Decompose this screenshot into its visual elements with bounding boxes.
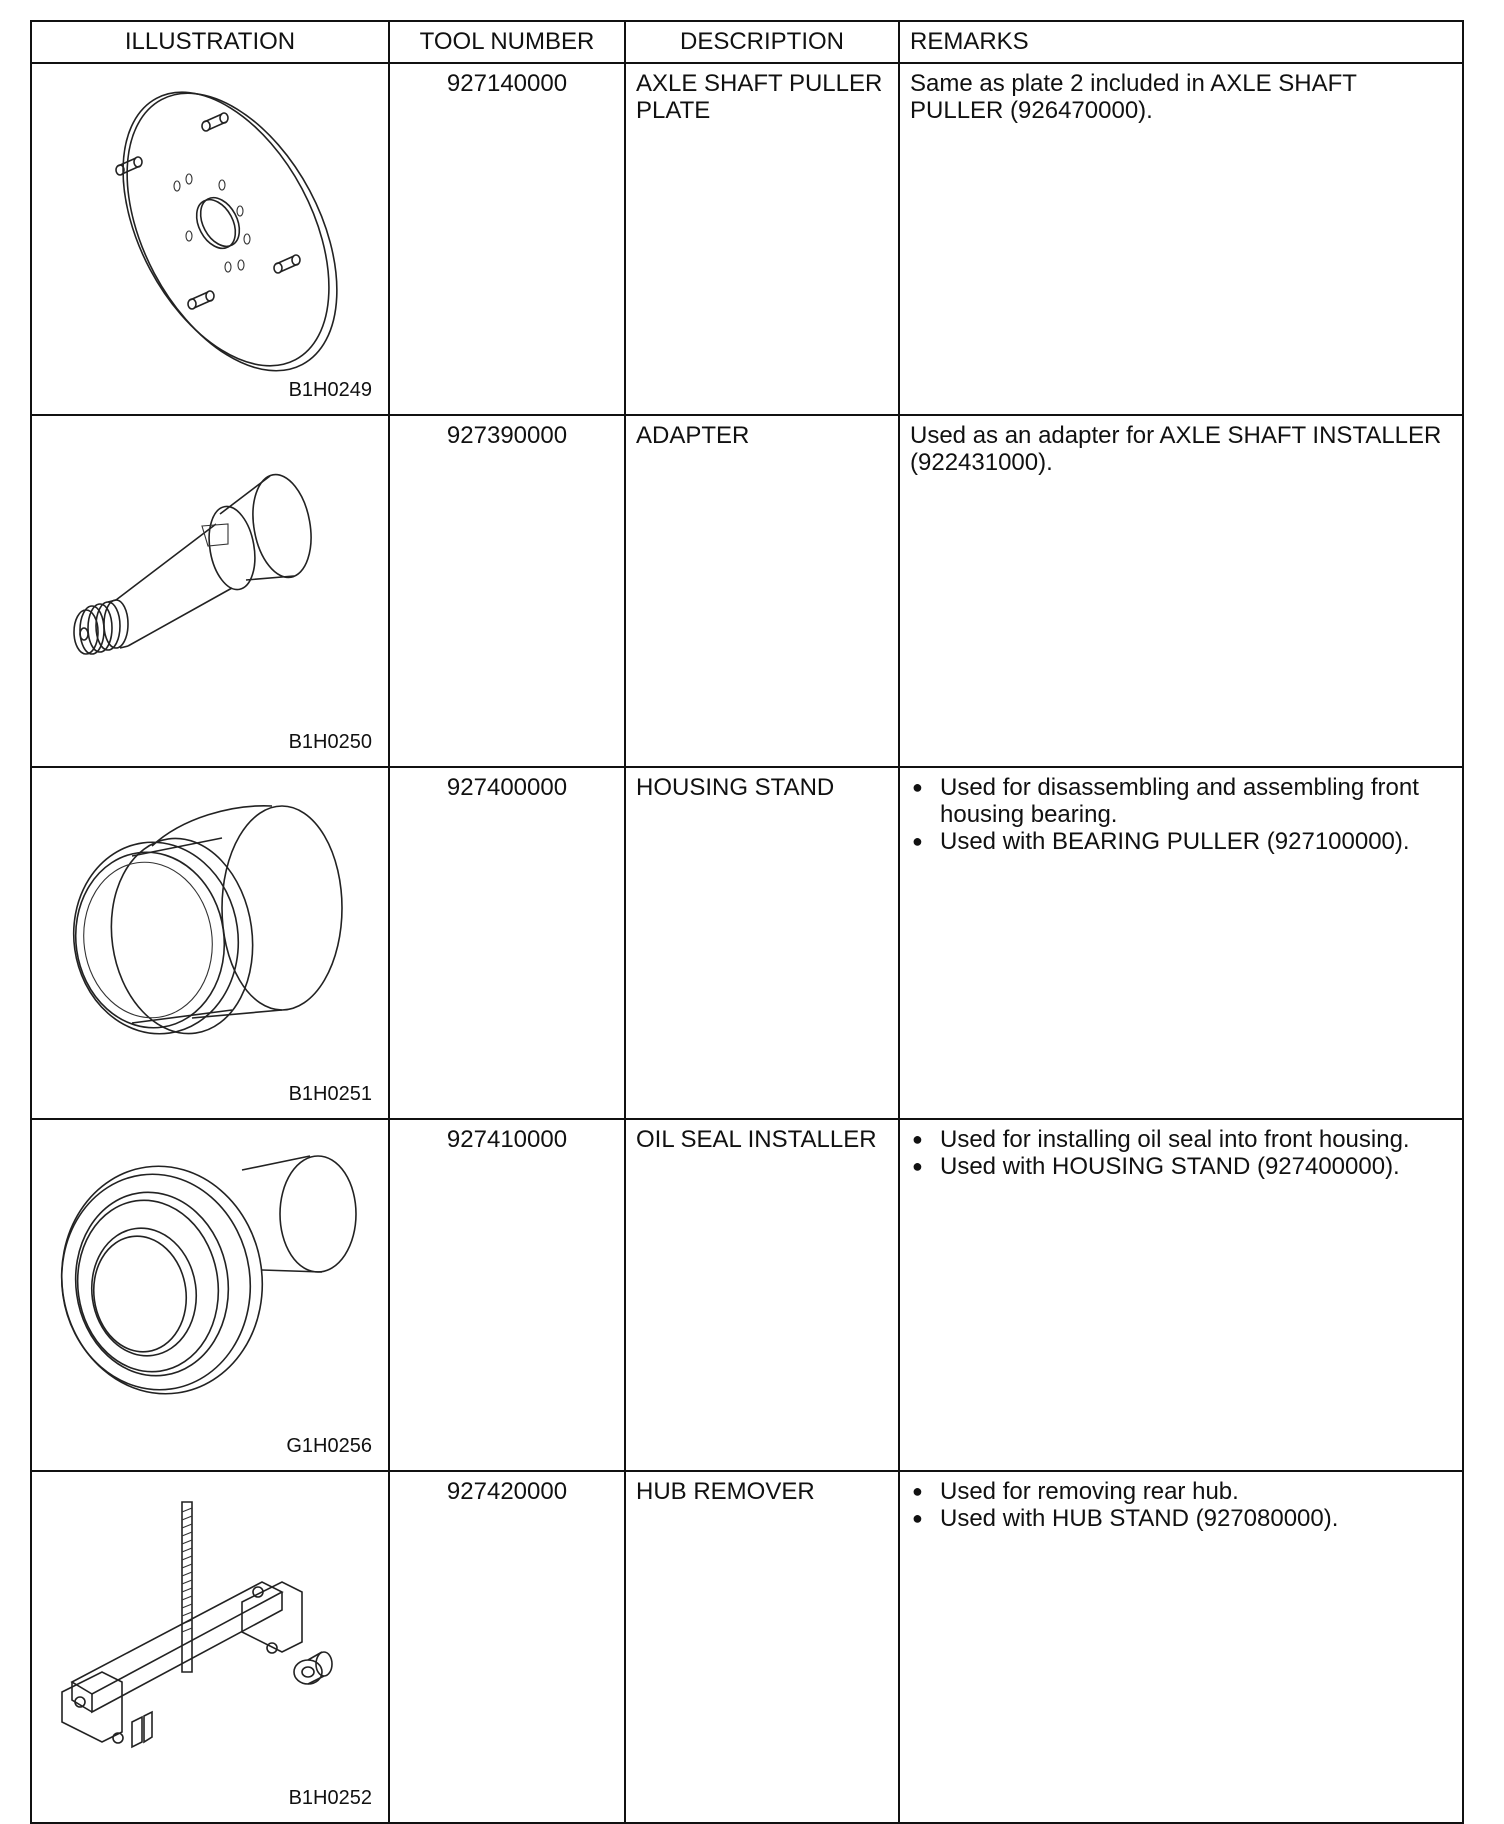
tool-number-cell: 927420000 — [389, 1471, 625, 1823]
oil-seal-installer-icon — [32, 1120, 388, 1456]
remarks-cell — [899, 1471, 1463, 1823]
illustration-cell — [31, 767, 389, 1119]
illustration-code: G1H0256 — [286, 1435, 372, 1457]
table-row — [31, 63, 1463, 415]
description-cell: HUB REMOVER — [625, 1471, 899, 1823]
adapter-icon — [32, 416, 388, 752]
remark-item: ● Used with HOUSING STAND (927400000). — [910, 1153, 1452, 1180]
puller-plate-icon — [32, 64, 388, 400]
tool-number-cell: 927140000 — [389, 63, 625, 415]
hub-remover-icon — [32, 1472, 388, 1808]
remark-item: ● Used for disassembling and assembling front housing bearing. — [910, 774, 1452, 828]
table-row — [31, 415, 1463, 767]
illustration-cell — [31, 1471, 389, 1823]
remark-list — [910, 1126, 1452, 1180]
header-tool-number: TOOL NUMBER — [389, 21, 625, 63]
description-cell: OIL SEAL INSTALLER — [625, 1119, 899, 1471]
illustration-code: B1H0249 — [288, 379, 372, 401]
remarks-cell — [899, 1119, 1463, 1471]
header-remarks: REMARKS — [899, 21, 1463, 63]
description-cell: AXLE SHAFT PULLER PLATE — [625, 63, 899, 415]
remark-item: ● Used with BEARING PULLER (927100000). — [910, 828, 1452, 855]
housing-stand-icon — [32, 768, 388, 1104]
illustration-code: B1H0252 — [288, 1787, 372, 1809]
description-cell: ADAPTER — [625, 415, 899, 767]
remarks-cell — [899, 767, 1463, 1119]
remark-item: ● Used with HUB STAND (927080000). — [910, 1505, 1452, 1532]
table-row — [31, 767, 1463, 1119]
table-row — [31, 1471, 1463, 1823]
remark-text: Same as plate 2 included in AXLE SHAFT PULLER (926470000). — [910, 70, 1357, 124]
remarks-cell — [899, 63, 1463, 415]
special-tools-table — [30, 20, 1464, 1824]
illustration-cell — [31, 415, 389, 767]
table-row — [31, 1119, 1463, 1471]
remarks-cell — [899, 415, 1463, 767]
header-description: DESCRIPTION — [625, 21, 899, 63]
remark-item: ● Used for removing rear hub. — [910, 1478, 1452, 1505]
remark-list — [910, 774, 1452, 855]
remark-list — [910, 1478, 1452, 1532]
tool-number-cell: 927410000 — [389, 1119, 625, 1471]
illustration-cell — [31, 63, 389, 415]
header-illustration: ILLUSTRATION — [31, 21, 389, 63]
illustration-code: B1H0251 — [288, 1083, 372, 1105]
remark-item: ● Used for installing oil seal into front housing. — [910, 1126, 1452, 1153]
description-cell: HOUSING STAND — [625, 767, 899, 1119]
tool-number-cell: 927390000 — [389, 415, 625, 767]
illustration-cell — [31, 1119, 389, 1471]
header-row — [31, 21, 1463, 63]
tool-number-cell: 927400000 — [389, 767, 625, 1119]
remark-text: Used as an adapter for AXLE SHAFT INSTALLER (922431000). — [910, 422, 1442, 476]
illustration-code: B1H0250 — [288, 731, 372, 753]
